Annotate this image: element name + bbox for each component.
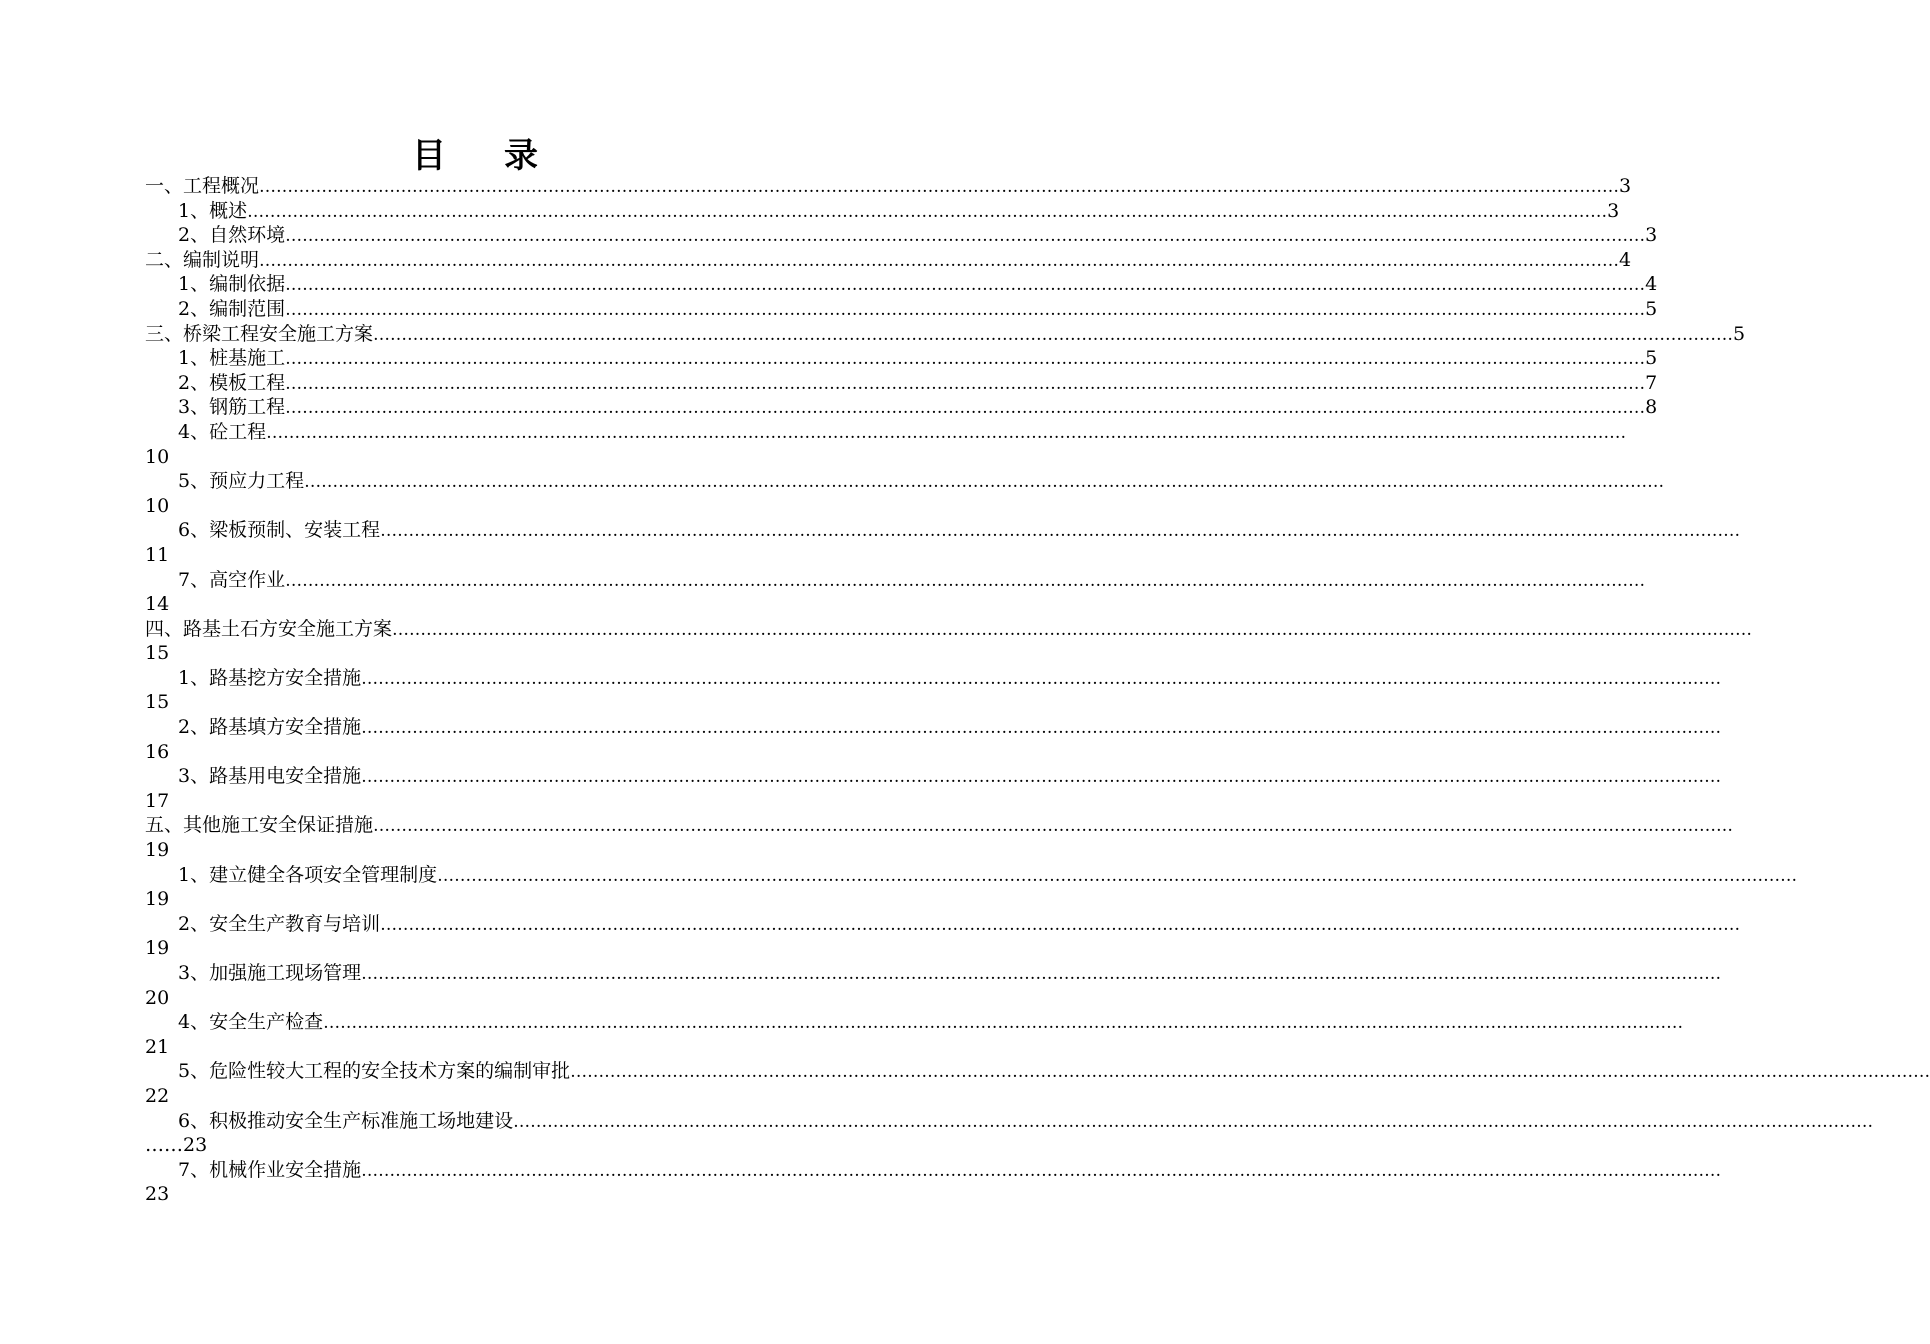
toc-entry-text: 三、桥梁工程安全施工方案: [145, 322, 374, 345]
toc-dot-leader: ……………………………………………………………………………………………………………………………………………………………………………………………………………………: [259, 177, 1620, 197]
toc-entry-text: 7、高空作业: [178, 568, 286, 591]
toc-entry[interactable]: [145, 395, 1658, 420]
toc-dot-leader: ……………………………………………………………………………………………………………………………………………………………………………………………………………………: [285, 275, 1646, 296]
toc-page-number: 4: [1645, 273, 1658, 296]
toc-entry-text: 1、桩基施工: [178, 347, 286, 370]
toc-entry[interactable]: [145, 666, 1722, 691]
toc-entry-text: 2、编制范围: [178, 297, 286, 320]
toc-dot-leader: ……………………………………………………………………………………………………………………………………………………………………………………………………………………: [285, 299, 1646, 320]
toc-entry-text: 2、自然环境: [178, 224, 286, 247]
toc-entry-text: 五、其他施工安全保证措施: [145, 814, 374, 837]
toc-dot-leader: ……………………………………………………………………………………………………………………………………………………………………………………………………………………: [247, 201, 1608, 222]
toc-entry[interactable]: [145, 223, 1658, 248]
toc-title-char-2: 录: [504, 136, 538, 176]
toc-dot-leader: ……………………………………………………………………………………………………………………………………………………………………………………………………………………: [380, 914, 1741, 935]
toc-entry-text: 1、路基挖方安全措施: [178, 666, 362, 689]
toc-page-number: 19: [145, 888, 170, 911]
toc-entry-text: 4、砼工程: [178, 420, 267, 443]
toc-dot-leader: ……………………………………………………………………………………………………………………………………………………………………………………………………………………: [285, 226, 1646, 247]
toc-entry[interactable]: [145, 272, 1658, 297]
toc-dot-leader: ……………………………………………………………………………………………………………………………………………………………………………………………………………………: [285, 398, 1646, 419]
toc-page-number: 3: [1607, 199, 1620, 222]
toc-page-number: 5: [1645, 297, 1658, 320]
toc-entry[interactable]: [145, 420, 1627, 445]
toc-page-number: 5: [1645, 347, 1658, 370]
toc-dot-leader: ……………………………………………………………………………………………………………………………………………………………………………………………………………………: [570, 1062, 1930, 1083]
toc-entry-text: 2、路基填方安全措施: [178, 716, 362, 739]
toc-dot-leader: ……………………………………………………………………………………………………………………………………………………………………………………………………………………: [361, 964, 1722, 984]
toc-dot-leader: ……………………………………………………………………………………………………………………………………………………………………………………………………………………: [513, 1111, 1874, 1132]
toc-page-number: 4: [1619, 248, 1632, 271]
toc-entry[interactable]: [145, 371, 1658, 396]
toc-entry[interactable]: [145, 863, 1798, 888]
toc-entry[interactable]: [145, 1059, 1930, 1084]
toc-entry-text: 3、路基用电安全措施: [178, 765, 362, 788]
toc-dot-leader: ……………………………………………………………………………………………………………………………………………………………………………………………………………………: [361, 1160, 1722, 1181]
toc-page-number: 5: [1733, 322, 1746, 345]
toc-dot-leader: ……………………………………………………………………………………………………………………………………………………………………………………………………………………: [392, 619, 1753, 640]
toc-entry-text: 2、安全生产教育与培训: [178, 912, 381, 935]
toc-page-number: ……23: [145, 1134, 208, 1157]
toc-entry[interactable]: [145, 1010, 1684, 1035]
toc-entry[interactable]: [145, 715, 1722, 740]
toc-entry-text: 7、机械作业安全措施: [178, 1158, 362, 1181]
toc-dot-leader: ……………………………………………………………………………………………………………………………………………………………………………………………………………………: [323, 1013, 1684, 1034]
toc-dot-leader: ……………………………………………………………………………………………………………………………………………………………………………………………………………………: [266, 422, 1627, 443]
toc-dot-leader: ……………………………………………………………………………………………………………………………………………………………………………………………………………………: [361, 767, 1722, 788]
toc-entry[interactable]: [145, 568, 1646, 593]
toc-entry-text: 一、工程概况: [145, 175, 260, 197]
toc-page-number: 15: [145, 642, 170, 665]
table-of-contents: [145, 174, 1930, 1207]
toc-page-number: 20: [145, 986, 170, 1009]
toc-entry[interactable]: [145, 617, 1753, 642]
toc-page-number: 7: [1645, 371, 1658, 394]
toc-entry-text: 3、钢筋工程: [178, 396, 286, 419]
toc-entry[interactable]: [145, 764, 1722, 789]
toc-dot-leader: ……………………………………………………………………………………………………………………………………………………………………………………………………………………: [285, 373, 1646, 394]
toc-page-number: 17: [145, 789, 170, 812]
toc-page-number: 3: [1619, 175, 1632, 197]
toc-entry[interactable]: [145, 174, 1632, 199]
toc-page-number: 22: [145, 1084, 170, 1107]
toc-page-number: 10: [145, 445, 170, 468]
toc-page-number: 23: [145, 1183, 170, 1206]
toc-entry-text: 1、概述: [178, 199, 248, 222]
toc-dot-leader: ……………………………………………………………………………………………………………………………………………………………………………………………………………………: [259, 250, 1620, 271]
toc-dot-leader: ……………………………………………………………………………………………………………………………………………………………………………………………………………………: [285, 349, 1646, 370]
toc-entry[interactable]: [145, 248, 1632, 273]
toc-page-number: 21: [145, 1035, 170, 1058]
toc-dot-leader: ……………………………………………………………………………………………………………………………………………………………………………………………………………………: [373, 816, 1734, 837]
toc-entry-text: 3、加强施工现场管理: [178, 962, 362, 984]
toc-entry[interactable]: [145, 518, 1741, 543]
toc-entry-text: 5、危险性较大工程的安全技术方案的编制审批: [178, 1060, 571, 1083]
toc-entry-text: 5、预应力工程: [178, 470, 305, 493]
toc-page-number: 19: [145, 937, 170, 960]
toc-entry[interactable]: [145, 346, 1658, 371]
toc-title: [0, 128, 950, 177]
toc-dot-leader: ……………………………………………………………………………………………………………………………………………………………………………………………………………………: [437, 865, 1798, 886]
toc-page-number: 8: [1645, 396, 1658, 419]
toc-entry[interactable]: [145, 813, 1734, 838]
toc-entry-text: 4、安全生产检查: [178, 1011, 324, 1034]
toc-title-char-1: 目: [412, 136, 446, 176]
toc-dot-leader: ……………………………………………………………………………………………………………………………………………………………………………………………………………………: [380, 521, 1741, 542]
toc-entry-text: 6、积极推动安全生产标准施工场地建设: [178, 1109, 514, 1132]
toc-page-number: 11: [145, 543, 170, 566]
toc-dot-leader: ……………………………………………………………………………………………………………………………………………………………………………………………………………………: [373, 324, 1734, 345]
toc-entry[interactable]: [145, 322, 1746, 347]
toc-entry-text: 6、梁板预制、安装工程: [178, 519, 381, 542]
toc-page-number: 3: [1645, 224, 1658, 247]
toc-dot-leader: ……………………………………………………………………………………………………………………………………………………………………………………………………………………: [285, 570, 1646, 591]
toc-entry[interactable]: [145, 961, 1722, 986]
toc-entry-text: 1、编制依据: [178, 273, 286, 296]
toc-dot-leader: ……………………………………………………………………………………………………………………………………………………………………………………………………………………: [361, 668, 1722, 689]
toc-page-number: 15: [145, 691, 170, 714]
toc-entry-text: 2、模板工程: [178, 371, 286, 394]
toc-entry[interactable]: [145, 1158, 1722, 1183]
toc-dot-leader: ……………………………………………………………………………………………………………………………………………………………………………………………………………………: [361, 718, 1722, 739]
toc-page-number: 16: [145, 740, 170, 763]
toc-entry[interactable]: [145, 199, 1620, 224]
toc-entry-text: 二、编制说明: [145, 248, 260, 271]
toc-page-number: 10: [145, 494, 170, 517]
toc-entry[interactable]: [145, 912, 1741, 937]
toc-entry[interactable]: [145, 469, 1665, 494]
toc-entry-text: 四、路基土石方安全施工方案: [145, 617, 393, 640]
toc-dot-leader: ……………………………………………………………………………………………………………………………………………………………………………………………………………………: [304, 472, 1665, 493]
toc-entry[interactable]: [145, 1109, 1874, 1134]
toc-page-number: 14: [145, 593, 170, 616]
toc-page-number: 19: [145, 839, 170, 862]
toc-entry-text: 1、建立健全各项安全管理制度: [178, 863, 438, 886]
toc-entry[interactable]: [145, 297, 1658, 322]
